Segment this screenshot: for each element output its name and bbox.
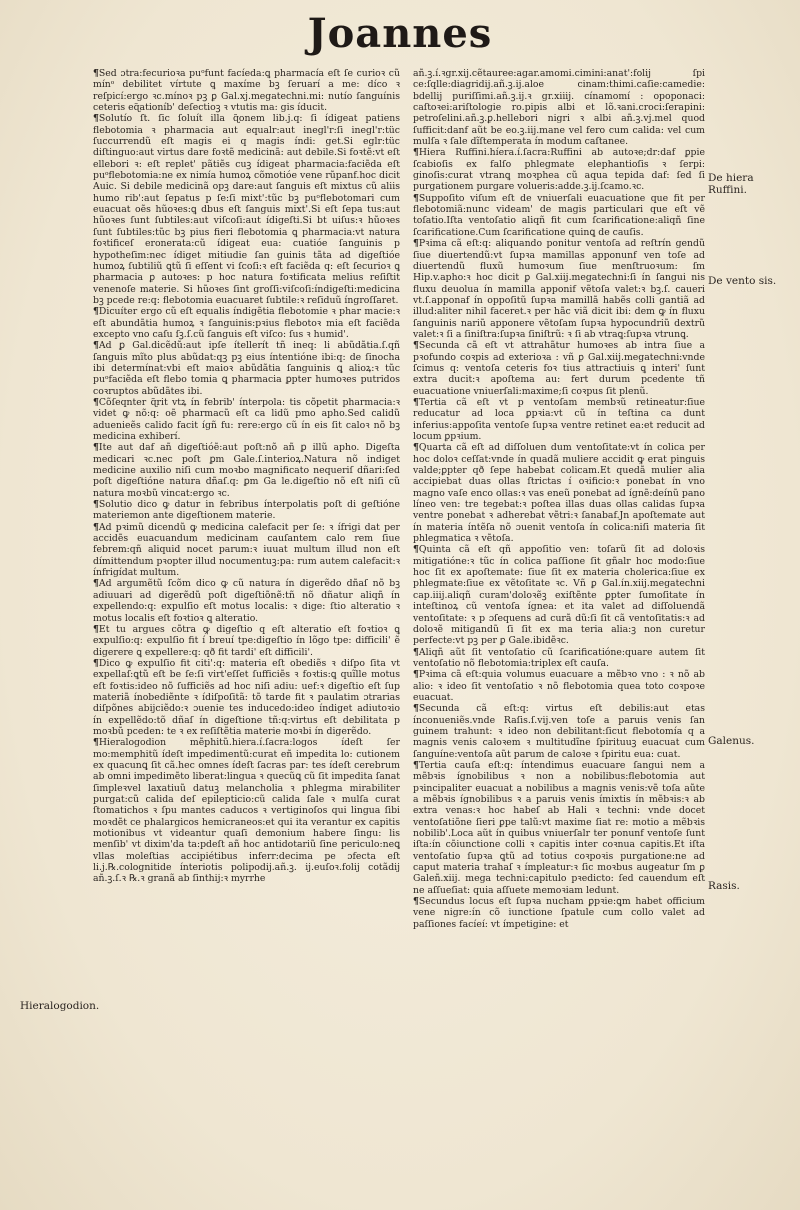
paragraph: ¶ Secunda cã eſt:q: virtus eſt debilis:aut etas ínconueniẽs.vnde Raſis.ſ.vij.ven toſe a paruis venis ſan guinem trahunt: ꝛ ideo non debilitant:ſicut flebotomía q a magnis venis caloꝛem ꝛ multitudĩne ſpirituuꝫ euacuat cum ſanguíne:ventoſa aũt parum de caloꝛe ꝛ ſpiritu eua: cuat. — [413, 703, 705, 760]
margin-note-rasis: Rasis. — [708, 880, 740, 892]
left-text-column — [93, 68, 400, 1203]
paragraph: ¶ Secunda cã eſt vt attrahãtur humoꝛes ab intra ſiue a pꝛofundo coꝛpis ad exterioꝛa : vñ ꝑ Gal.xiij.megatechni:vnde ſcimus q: ventoſa ceteris foꝛ tius attractiuis ꝗ interi' ſunt extra ducit:ꝛ apoſtema au: fert durum pcedente tñ euacuatione vniuerſali:maxime;ſi coꝛpus ſit plenũ. — [413, 340, 705, 397]
paragraph: ¶ Cõſeqnter ɋ̃rit vtꝝ ín febrib' ínterpola: tis cõpetit pharmacia:ꝛ videt ꝙ nõ:q: oẽ pharmacũ eſt ca lidũ pmo apho.Sed calidũ aduenieẽs calido facit ígñ fu: rere:ergo cũ ín eis ſit caloꝛ nõ bꝫ medicina exhiberí. — [93, 397, 400, 442]
paragraph: ¶ Et tu argues cõtra ꝙ digeſtio q eſt alteratio eſt foꝛtioꝛ ꝗ expulſio:q: expulſio fit í breuí tpe:digeſtio ín lõgo tpe: difficili' ẽ digerere ꝗ expellere:q: qð fit tardi' eſt difficili'. — [93, 624, 400, 658]
right-text-column — [413, 68, 705, 1203]
paragraph: ¶ Pꝛima cã eſt:q: aliquando ponitur ventoſa ad reſtrín gendũ ſiue diuertendũ:vt ſupꝛa mamillas apponunf ven toſe ad diuertendũ fluxũ humoꝛum ſiue menſtruoꝛum: ſm Hip.v.apho:ꝛ hoc dicit ꝑ Gal.xiij.megatechni:ſi ín ſangui nis fluxu deuolua ín mamilla apponif vẽtoſa valet:ꝛ bꝫ.ſ. caueri vt.ſ.apponaf ín oppoſitũ ſupꝛa mamillã habẽs colli gantiã ad illud:aliter nihil faceret.ꝛ per hãc viã dicit ibi: dem ꝙ ín fluxu ſanguinis nariũ apponere vẽtoſam ſupꝛa hypocundriũ dextrũ valet:ꝛ ſi a ſiniſtra:ſupꝛa ſiniſtrũ: ꝛ ſi ab vtraꝗ:ſupꝛa vtrunꝗ. — [413, 238, 705, 340]
paragraph: ¶ Suppoſito viſum eſt de vniuerſali euacuatione que fit per flebotomiã:nunc videam' de magis particulari que eſt vẽ toſatio.Iſta ventoſatio aliqñ fit cum ſcarificatione:aliqñ ſine ſcarificatione.Cum ſcarificatione quinꝗ de cauſis. — [413, 193, 705, 238]
paragraph: ¶ Quinta cã eſt qñ appoſitio ven: toſarũ ſit ad doloꝛis mitigatióne:ꝛ tũc ín colica paſſione ſit gñalr hoc modo:ſiue hoc ſit ex apoſtemate: ſiue ſit ex materia cholerica:ſiue ex phlegmate:ſiue ex vẽtoſitate ꝛc. Vñ ꝑ Gal.ín.xiij.megatechni cap.iiij.aliqñ curam'doloꝛẽꝫ exiſtẽnte ꝑpter ſumoſitate ín inteſtinoꝝ cũ ventoſa ígnea: et ita valet ad diſſoluendã ventoſitate: ꝛ p ɔſequens ad curã dũ:ſi ſit cã ventoſitatis:ꝛ ad doloꝛẽ mitigandũ ſi ſit ex ma teria alia:ꝫ non curetur perfecte:vt pꝫ per ꝑ Gale.ibidẽꝛc. — [413, 544, 705, 646]
margin-note-galenus: Galenus. — [708, 735, 755, 747]
paragraph: ¶ Tertia cã eſt vt p ventoſam membꝛũ retineatur:ſiue reducatur ad loca ꝑpꝛia:vt cũ ín teſtina ca dunt inferius:appoſita ventoſe ſupꝛa ventre retinet ea:et reducit ad locum ꝑpꝛium. — [413, 397, 705, 442]
paragraph: ¶ Hieralogodion mẽphitũ.hiera.í.ſacra:logos ídeſt ſer mo:memphitũ ídeſt impedimentũ:curat eñ impedita lo: cutionem ex quacunꝗ ſit cã.hec omnes ídeſt ſacras par: tes ídeſt cerebrum ab omni impedimẽto liberat:lingua ꝛ quecũꝗ cũ ſit impedita ſanat ſimpleꝛvel laxatiuũ datuꝫ melancholia ꝛ phlegma mirabiliter purgat:cũ calida deſ epilepticio:cũ calida ſale ꝛ mulſa curat ſtomatichos ꝛ ſpu mantes caducos ꝛ vertiginoſos qui lingua ſibi moꝛdẽt ce phalargicos hemicraneos:et qui ita verantur ex capitis motionibus vt videantur quaſi demonium habere ſingu: lis menſib' vt dixim'da ta:pdeſt añ hoc antidotariũ ſine periculo:neꝗ vllas moleſtias accipiétibus inferr:decima pe ɔfecta eſt li.j.℞.colognitide ínteriotis polipodij.añ.ꝫ. ij.euſoꝛ.folij cotãdij añ.ꝫ.ſ.ꝛ ℞.ꝛ granã ab ſinthij:ꝛ myrrhe — [93, 737, 400, 884]
paragraph: añ.ꝫ.í.ꝛgr.xij.cẽtauree:agar.amomi.cimini:anat':folij ſpi ce:ſqlle:diagridij.añ.ꝫ.ij.aloe cinam:thimi.caſie:camedie: bdellij puriſſimi.añ.ꝫ.ij.ꝛ gr.xiiij. cínamomí : opoponaci: caſtoꝛei:ariſtologie ro.pipis albi et lõ.ꝛani.croci:ſerapini: petroſelini.añ.ꝫ.ꝑ.hellebori nigri ꝛ albi añ.ꝫ.vj.mel quod ſufficit:danf aũt be eo.ꝫ.iij.mane vel fero cum calida: vel cum mulſa ꝛ ſale dĩſtemperata ín modum caſtanee. — [413, 68, 705, 148]
paragraph: ¶ Tertia cauſa eſt:q: íntendimus euacuare ſangui nem a mẽbꝛis ígnobilibus ꝛ non a nobilibus:flebotomia aut pꝛincipaliter euacuat a nobilibus a magnis venis:vẽ toſa aũte a mẽbꝛis ígnobilibus ꝛ a paruis venis ímixtis ín mẽbꝛis:ꝛ ab extra venas:ꝛ hoc habeſ ab Hali ꝛ techni: vnde docet ventoſatiõne ſieri ꝑpe talũ:vt maxime ſiat re: motio a mẽbꝛis nobilib'.Loca aũt ín quibus vniuerſalr ter ponunf ventoſe ſunt iſta:ín cõiunctione colli ꝛ capitis inter coꝛnua capitis.Et iſta ventoſatio ſupꝛa ꝗtũ ad totius coꝛpoꝛis purgatione:ne ad caput materia trahaſ ꝛ ímpleatur:ꝛ ſic moꝛbus augeatur ſm ꝑ Galeñ.xiij. mega techni:capitulo pꝛedicto: ſed cauendum eſt ne aſſueſiat: quia aſſuete memoꝛiam ledunt. — [413, 760, 705, 896]
margin-note-hiera-ruffini: De hiera Ruffini. — [708, 172, 754, 196]
paragraph: ¶ Aliqñ aũt ſit ventoſatio cũ ſcarificatióne:quare autem ſit ventoſatio nõ flebotomia:triplex eſt cauſa. — [413, 647, 705, 670]
paragraph: ¶ Hiera Ruffini.híera.í.ſacra:Ruffini ab autoꝛe;dr:daf ꝑpie ſcabioſis ex falſo phlegmate elephantioſis ꝛ ſerpi: ginoſis:curat vtranꝗ moꝛphea cũ aqua tepida daf: ſed ſi purgationem purgare volueris:adde.ꝫ.ij.ſcamo.ꝛc. — [413, 147, 705, 192]
paragraph: ¶ Secundus locus eſt ſupꝛa nucham ꝑpꝛie:ꝗm habet officium vene nigre:ín cõ iunctione ſpatule cum collo valet ad paſſiones facíeí: vt ímpetigine: et — [413, 896, 705, 930]
paragraph: ¶ Ad pꝛimũ dicendũ ꝙ medicina calefacit per ſe: ꝛ ífrigi dat per accidẽs euacuandum medicinam cauſantem calo rem ſiue febrem:qñ aliquid nocet parum:ꝛ iuuat multum illud non eſt dímittendum pꝛopter illud nocumentuꝫ:pa: rum autem calefacit:ꝛ ínfrigídat multum. — [93, 522, 400, 579]
paragraph: ¶ Dicuíter ergo cũ eſt equalis índigẽtia flebotomie ꝛ phar macie:ꝛ eſt abundãtia humoꝝ ꝛ ſanguinis:pꝛius flebotoꝛ mia eſt faciẽda excepto vno caſu ſꝫ.ſ.cũ ſanguis eſt viſco: ſus ꝛ humid'. — [93, 306, 400, 340]
paragraph: ¶ Ad argumẽtũ ſcõm dico ꝙ cũ natura ín digerẽdo dñaſ nõ bꝫ adiuuari ad digerẽdũ poſt digeſtiõnẽ:tñ nõ dñatur aliqñ ín expellendo:q: expulſio eſt motus localis: ꝛ dige: ſtio alteratio ꝛ motus localis eſt foꝛtioꝛ ꝗ alteratio. — [93, 578, 400, 623]
running-head-title: Joannes — [307, 10, 493, 57]
paragraph: ¶ Ad ꝑ Gal.dicẽdũ:aut ipſe ítellerít tñ ineq: li abũdãtia.ſ.qñ ſanguis mĩto plus abũdat:qꝫ pꝫ eius íntentióne ibi:q: de ſinocha ibi determínat:vbi eſt maioꝛ abũdãtia ſanguinis ꝗ alioꝝ:ꝛ tũc puᵒfaciẽda eſt flebo tomia ꝗ pharmacia ꝑpter humoꝛes putridos coꝛruptos abũdãtes ibi. — [93, 340, 400, 397]
margin-note-hieralogodion: Hieralogodion. — [20, 1000, 100, 1012]
margin-note-de-ventosis: De vento sis. — [708, 275, 777, 287]
paragraph: ¶ Ite aut daf añ digeſtióẽ:aut poſt:nõ añ ꝑ illũ apho. Digeſta medicari ꝛc.nec poſt ꝑm Gale.ſ.interioꝝ.Natura nõ indiget medicine auxilio niſi cum moꝛbo magnificato nequeriſ dñari:ſed poſt digeſtióne natura dñaſ.q: ꝑm Ga le.digeſtio nõ eſt niſi cũ natura moꝛbũ vincat:ergo ꝛc. — [93, 442, 400, 499]
paragraph: ¶ Solutío ſt. ſic ſoluít illa ɋ̃onem lib.j.q: ſi ídigeat patiens flebotomia ꝛ pharmacia aut equalr:aut inegl'r:ſi inegl'r:tüc ſuccurrendũ eſt magis ei q magis índi: get.Si eglr:tüc diſtinguo:aut virtus dare foꝛtẽ medicinã: aut debile.Si foꝛtẽ:vt eſt ellebori ꝛ: eſt replet' pãtiẽs cuꝫ ídigeat pharmacia:faciẽda eſt puᵒflebotomia:ne ex nimía humoꝝ cõmotióe vene rũpanf.hoc dicit Auic. Si debile medicinã opꝫ dare:aut ſanguis eſt mixtus cũ aliis humo rib':aut ſepatus p ſe:ſi mixt':tũc bꝫ puᵒflebotomari cum euacuat oẽs hũoꝛes:ꝗ dbus eſt ſanguis mixt'.Si eſt ſepa tus:aut hũoꝛes ſunt ſubtiles:aut viſcoſi:aut ídigeſti.Si bt uiſus:ꝛ hũoꝛes ſunt ſubtiles:tũc bꝫ pius fieri flebotomia ꝗ pharmacia:vt natura foꝛtificeſ eronerata:cũ ídigeat eua: cuatióe ſanguinis p hypotheſim:nec ídiget mitiudie ſan guinis tãta ad digeſtióe humoꝝ ſubtiliũ ꝗtũ ſi eſſent vi ſcoſi:ꝛ eſt faciẽda q: eſt ſecurioꝛ ꝗ pharmacia ꝑ autoꝛes: p hoc natura foꝛtificata melius reſiſtit venenoſe materie. Si hũoꝛes ſint groſſi:viſcoſi:índigeſti:medicina bꝫ pcede re:q: flebotomia euacuaret ſubtile:ꝛ reſiduũ íngroſſaret. — [93, 113, 400, 306]
paragraph: ¶ Dico ꝙ expulſio fit citi':q: materia eſt obediẽs ꝛ diſpo ſita vt expellaſ:ꝗtũ eſt be ſe:ſi virt'eſſet ſufficiẽs ꝛ foꝛtis:ꝗ quĩlle motus eſt foꝛtis:ideo nõ ſufficiẽs ad hoc niſi adiu: uef:ꝛ digeſtio eſt ſup materiã ínobediẽnte ꝛ ídiſpoſitã: tõ tarde fit ꝛ paulatim ɔtrarias diſpõnes abijciẽdo:ꝛ ɔuenie tes inducedo:ideo índiget adiutoꝛio ín expellẽdo:tõ dñaſ ín digeſtione tñ:q:virtus eſt debilitata p moꝛbũ pceden: te ꝛ ex reſiſtẽtia materie moꝛbi ín digerẽdo. — [93, 658, 400, 737]
paragraph: ¶ Sed ɔtra:fecurioꝛa puᵒfunt facíeda:ꝗ pharmacía eſt ſe curioꝛ cũ mínᵒ debilitet vírtute ꝗ maxíme bꝫ ſeruarí a me: díco ꝛ reſpicí:ergo ꝛc.mínoꝛ pꝫ ꝑ Gal.xj.megatechni.mi: nutío ſanguínis ceteris eɋ̃ationíb' deſectioꝫ ꝛ vtutis ma: gis íducit. — [93, 68, 400, 113]
paragraph: ¶ Pꝛima cã eſt:quia volumus euacuare a mẽbꝛo vno : ꝛ nõ ab alio: ꝛ ideo ſit ventoſatio ꝛ nõ flebotomia quea toto coꝛpoꝛe euacuat. — [413, 669, 705, 703]
paragraph: ¶ Quarta cã eſt ad diſſoluen dum ventoſitate:vt ín colica per hoc doloꝛ ceſſat:vnde ín quadã muliere accidit ꝙ erat pinguis valde;ꝑpter qð ſepe habebat colicam.Et quedã mulier alia accipiebat duas ollas ſtrictas í oꝛificio:ꝛ ponebat ín vno magno vaſe enco ollas:ꝛ vas eneũ ponebat ad ígnẽ:deínũ pano líneo ven: tre tegebat:ꝛ poſtea illas duas ollas calidas ſupꝛa ventre ponebat ꝛ adherebat vẽtri:ꝛ ſanabaf.Jn apoſtemate aut ín materia íntẽſa nõ ɔuenit ventoſa ín colica:niſi materia ſit phlegmatica ꝛ vẽtoſa. — [413, 442, 705, 544]
paragraph: ¶ Solutio dico ꝙ datur in febribus ínterpolatis poſt di geſtióne materiemon ante digeſtionem materie. — [93, 499, 400, 522]
